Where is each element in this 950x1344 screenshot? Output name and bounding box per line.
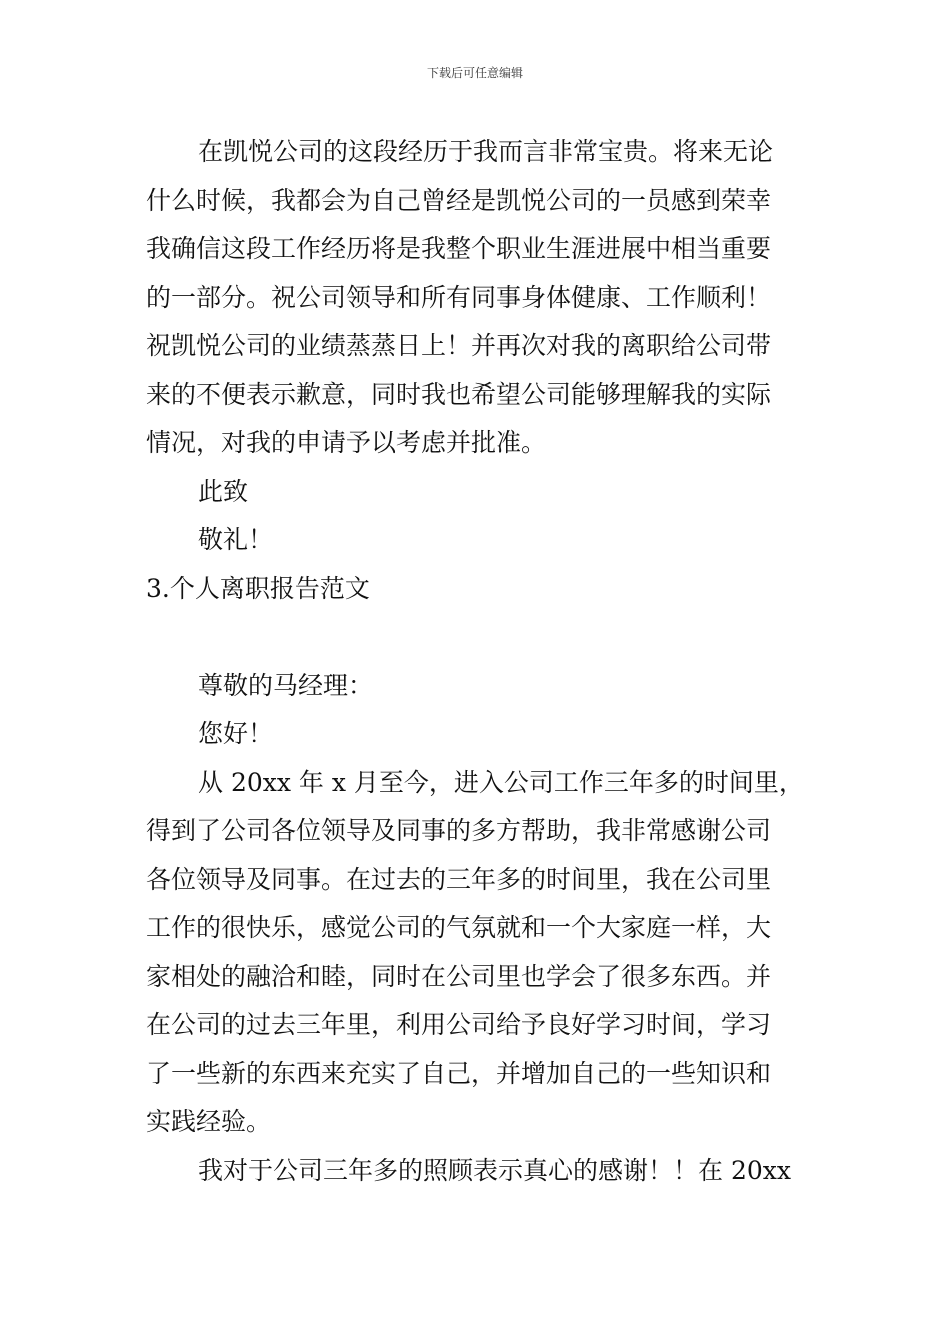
document-body xyxy=(146,128,806,1195)
text-line: 实践经验。 xyxy=(146,1107,272,1136)
section-title: 3.个人离职报告范文 xyxy=(146,573,370,603)
text-line: 工作的很快乐，感觉公司的气氛就和一个大家庭一样，大 xyxy=(146,913,772,942)
closing-cizhi: 此致 xyxy=(198,476,249,506)
text-line: 什么时候，我都会为自己曾经是凯悦公司的一员感到荣幸 xyxy=(146,185,772,215)
page-header-note: 下载后可任意编辑 xyxy=(426,66,523,80)
paragraph-gratitude xyxy=(146,128,806,468)
text-line: 家相处的融洽和睦，同时在公司里也学会了很多东西。并 xyxy=(146,961,772,991)
text-line: 了一些新的东西来充实了自己，并增加自己的一些知识和 xyxy=(146,1058,772,1088)
paragraph-thanks xyxy=(146,1147,806,1196)
text-line: 得到了公司各位领导及同事的多方帮助，我非常感谢公司 xyxy=(146,816,772,845)
text-line: 从 20xx 年 x 月至今，进入公司工作三年多的时间里， xyxy=(198,767,804,797)
text-line: 的一部分。祝公司领导和所有同事身体健康、工作顺利！ xyxy=(146,282,772,312)
greeting: 您好！ xyxy=(198,719,274,748)
text-line: 在凯悦公司的这段经历于我而言非常宝贵。将来无论 xyxy=(198,137,774,166)
paragraph-experience xyxy=(146,759,806,1147)
text-line: 我确信这段工作经历将是我整个职业生涯进展中相当重要 xyxy=(146,234,772,263)
closing-jingli: 敬礼！ xyxy=(198,525,274,554)
blank-line xyxy=(146,613,806,662)
text-line: 祝凯悦公司的业绩蒸蒸日上！并再次对我的离职给公司带 xyxy=(146,331,772,360)
salutation: 尊敬的马经理： xyxy=(198,670,374,700)
text-line: 各位领导及同事。在过去的三年多的时间里，我在公司里 xyxy=(146,864,772,894)
text-line: 来的不便表示歉意，同时我也希望公司能够理解我的实际 xyxy=(146,379,772,409)
text-line: 我对于公司三年多的照顾表示真心的感谢！！在 20xx xyxy=(198,1155,791,1185)
text-line: 在公司的过去三年里，利用公司给予良好学习时间，学习 xyxy=(146,1010,772,1039)
text-line: 情况，对我的申请予以考虑并批准。 xyxy=(146,428,547,457)
